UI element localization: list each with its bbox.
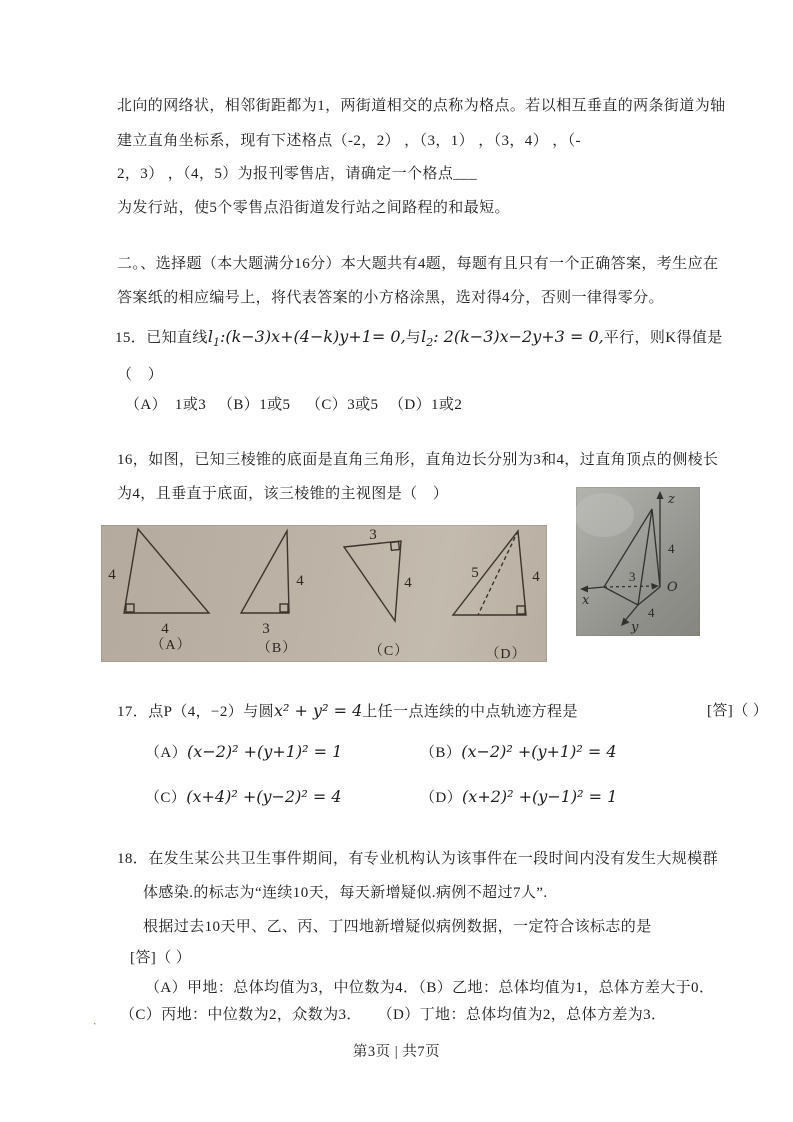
- q18-options-row-2: （C）丙地：中位数为2，众数为3． （D）丁地：总体均值为2，总体方差为3．: [120, 1007, 667, 1023]
- q18-stem-line-1: 18．在发生某公共卫生事件期间，有专业机构认为该事件在一段时间内没有发生大规模群: [117, 851, 719, 867]
- triangle-c-caption: （C）: [368, 644, 410, 659]
- solid-edge-3-label: 3: [629, 569, 636, 584]
- triangle-c-right-label: 4: [404, 575, 412, 591]
- q15-stem-pre: 已知直线: [146, 330, 208, 346]
- q17-stem-post: 上任一点连续的中点轨迹方程是: [362, 704, 578, 720]
- intro-line-3: [117, 163, 477, 185]
- triangle-d-right-label: 4: [532, 569, 540, 585]
- q15-option-c: （C）3或5: [306, 397, 379, 413]
- q15-formula-2: $l_2$: 2(k−3)x−2y+3 = 0,: [421, 327, 604, 350]
- page-number-footer: 第3页 | 共7页: [352, 1044, 441, 1060]
- q16-solid-photo: [576, 487, 700, 636]
- q18-stem-line-3: 根据过去10天甲、乙、丙、丁四地新增疑似病例数据，一定符合该标志的是: [143, 919, 652, 935]
- triangle-a-bottom-label: 4: [161, 621, 169, 637]
- q16-stem-line-1: 16，如图，已知三棱锥的底面是直角三角形，直角边长分别为3和4，过直角顶点的侧棱长: [117, 452, 719, 468]
- intro-line-2: 建立直角坐标系，现有下述格点（-2，2） ，（3，1） ，（3，4） ，（-: [117, 133, 581, 149]
- q17-option-d: （D）(x+2)² +(y−1)² = 1: [420, 787, 618, 806]
- intro-line-3-text: 2，3） ，（4，5）为报刊零售店，请确定一个格点: [117, 166, 454, 182]
- q15-answer-paren: （ ）: [117, 367, 164, 383]
- triangle-b-bottom-label: 3: [262, 621, 270, 637]
- q17-formula: x² + y² = 4: [274, 701, 363, 720]
- intro-line-4: 为发行站，使5个零售点沿街道发行站之间路程的和最短。: [117, 200, 510, 216]
- z-axis-label: z: [668, 492, 675, 507]
- y-axis-label: y: [631, 620, 639, 635]
- q18-options-row-1: （A）甲地：总体均值为3，中位数为4．（B）乙地：总体均值为1，总体方差大于0．: [145, 980, 715, 996]
- triangle-c-top-label: 3: [369, 527, 377, 543]
- tetrahedron-figure: [576, 487, 700, 636]
- q16-triangle-options-photo: [101, 525, 547, 662]
- q15-option-b: （B）1或5: [218, 397, 291, 413]
- triangle-b-right-label: 4: [296, 573, 304, 589]
- triangle-d-caption: （D）: [485, 647, 527, 662]
- solid-edge-4-label: 4: [668, 541, 675, 556]
- solid-base-4-label: 4: [648, 605, 655, 620]
- q17-stem: [117, 700, 769, 723]
- triangle-a-left-label: 4: [108, 567, 116, 583]
- q17-option-c: （C）(x+4)² +(y−2)² = 4: [145, 787, 342, 806]
- q18-answer-tag: [答]（ ）: [130, 950, 192, 966]
- fill-blank: ___: [453, 166, 477, 182]
- triangle-d-hyp-label: 5: [471, 565, 479, 581]
- q16-stem-line-2: 为4，且垂直于底面，该三棱锥的主视图是（ ）: [117, 486, 449, 502]
- intro-line-1: 北向的网络状，相邻街距都为1，两街道相交的点称为格点。若以相互垂直的两条街道为轴: [117, 98, 726, 114]
- triangle-a-caption: （A）: [150, 638, 192, 653]
- q17-option-a: （A）(x−2)² +(y+1)² = 1: [145, 742, 343, 761]
- q15-number: 15．: [115, 330, 147, 346]
- section2-header-line-1: 二。、选择题（本大题满分16分）本大题共有4题，每题有且只有一个正确答案，考生应在: [117, 256, 719, 272]
- q15-formula-1: $l_1:(k-3)x+(4-k)y+1= 0$,: [207, 327, 406, 350]
- q18-stem-line-2: 体感染.的标志为“连续10天，每天新增疑似.病例不超过7人”.: [143, 885, 548, 901]
- q17-stem-pre: 点P（4，−2）与圆: [148, 704, 275, 720]
- q15-stem-mid: 与: [405, 330, 422, 346]
- q17-option-b: （B）(x−2)² +(y+1)² = 4: [420, 742, 617, 761]
- origin-label: O: [667, 580, 678, 595]
- triangle-b-caption: （B）: [256, 641, 298, 656]
- triangle-options-figure: [101, 525, 547, 662]
- x-axis-label: x: [582, 593, 590, 608]
- q17-answer-tag: [答]（ ）: [707, 703, 769, 719]
- section2-header-line-2: 答案纸的相应编号上，将代表答案的小方格涂黑，选对得4分，否则一律得零分。: [117, 290, 664, 306]
- q17-number: 17．: [117, 704, 149, 720]
- q15-stem: [115, 326, 723, 354]
- q15-stem-post: 平行，则K得值是: [603, 330, 723, 346]
- q15-option-d: （D）1或2: [389, 397, 463, 413]
- q15-option-a: （A） 1或3: [125, 397, 207, 413]
- q18-row2-stray-dot: ．: [93, 1015, 105, 1027]
